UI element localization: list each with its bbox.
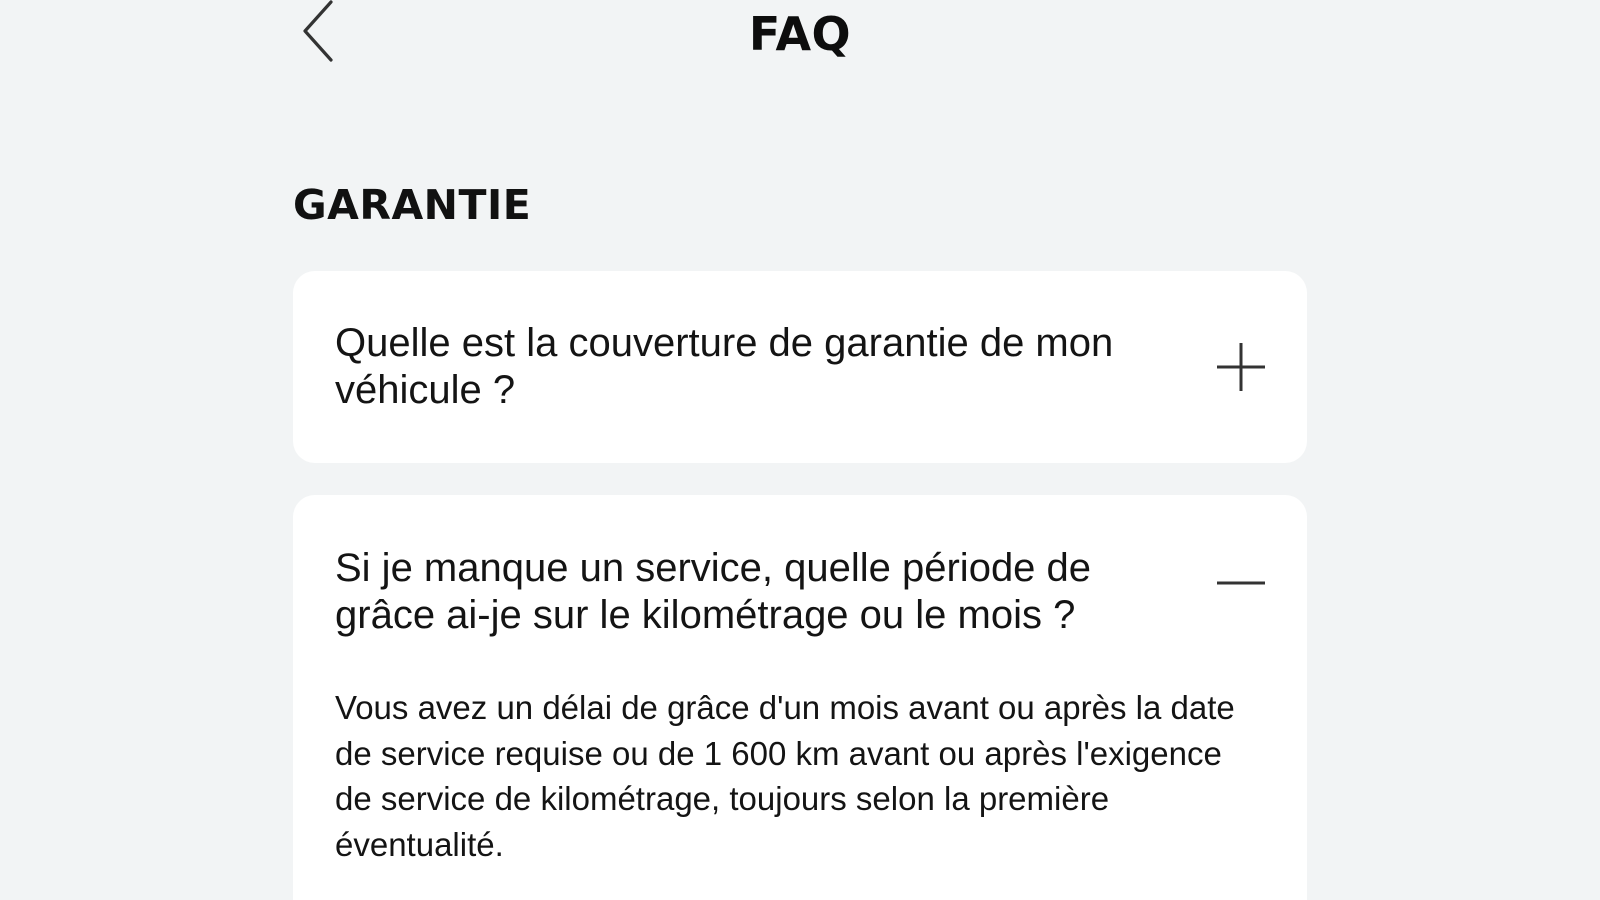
faq-question[interactable]: Si je manque un service, quelle période de grâce ai-je sur le kilométrage ou le mois ? xyxy=(335,546,1092,637)
page-title: FAQ xyxy=(748,7,852,61)
collapse-button[interactable] xyxy=(1215,557,1267,609)
minus-icon xyxy=(1215,557,1267,609)
faq-answer: Vous avez un délai de grâce d'un mois avant ou après la date de service requise ou de 1 600 km avant ou après l'exigence de service de kilométrage, toujours selon la première éventualité. xyxy=(335,689,1235,863)
expand-button[interactable] xyxy=(1215,341,1267,393)
faq-question[interactable]: Quelle est la couverture de garantie de mon véhicule ? xyxy=(335,321,1114,412)
faq-item-warranty-coverage[interactable] xyxy=(293,271,1307,463)
plus-icon xyxy=(1215,341,1267,393)
section-title: GARANTIE xyxy=(293,181,532,229)
faq-item-grace-period[interactable] xyxy=(293,495,1307,900)
header xyxy=(0,0,1600,70)
